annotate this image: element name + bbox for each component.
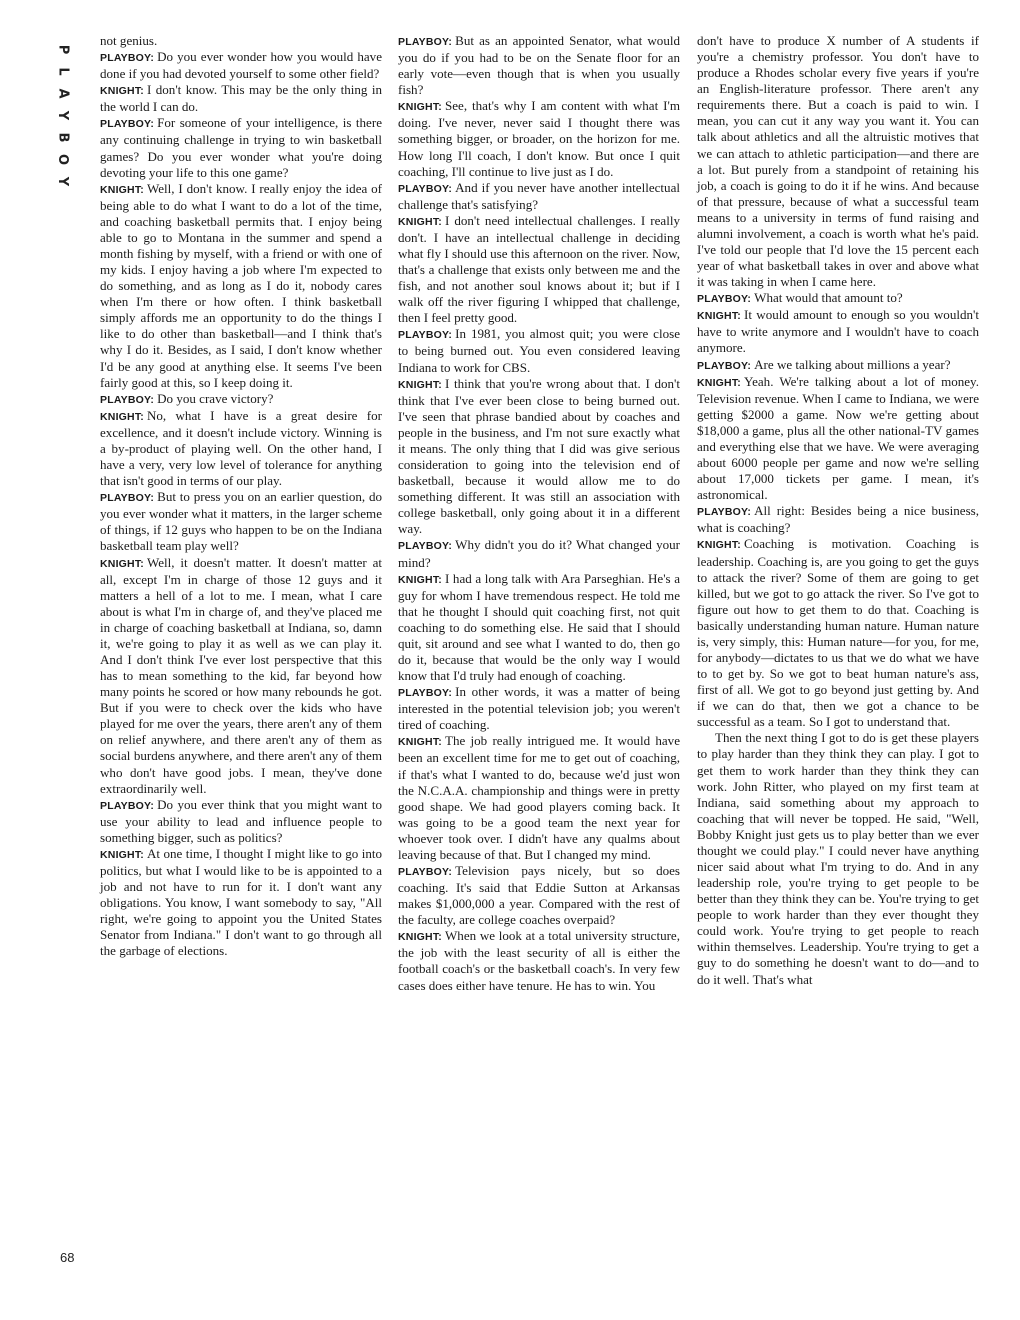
paragraph: [398, 537, 680, 570]
paragraph-text: In other words, it was a matter of being interested in the potential television job; you weren't tired of coaching.: [398, 684, 680, 733]
masthead-letter: Y: [55, 176, 71, 187]
paragraph: [100, 82, 382, 115]
paragraph-text: Television pays nicely, but so does coaching. It's said that Eddie Sutton at Arkansas makes $1,000,000 a year. Compared with the rest of the faculty, are college coaches overpaid?: [398, 862, 680, 928]
paragraph-text: don't have to produce X number of A students if you're a chemistry professor. You don't have to produce a Rhodes scholar every five years if you're an English-literature professor. There aren't any requirements there. But a coach is paid to win. I mean, you can cut it any way you want it. You can talk about athletics and all the altruistic motives that we can attach to athletic participation—and there are a lot. But purely from a standpoint of retaining his job, a coach is going to do it if he wins. And because of that pressure, because of what a successful team means to a university in terms of fund raising and alumni involvement, a coach is worth what he's paid. I've told our people that I'd love the 15 percent each year of what basketball takes in over and above what it was taking in when I came here.: [697, 33, 979, 290]
paragraph: [100, 49, 382, 82]
speaker-label: KNIGHT:: [398, 573, 442, 586]
masthead-letter: L: [55, 67, 71, 76]
paragraph: [100, 555, 382, 797]
speaker-label: PLAYBOY:: [697, 506, 752, 519]
page-number: 68: [60, 1250, 75, 1265]
paragraph-text: Well, it doesn't matter. It doesn't matter at all, except I'm in charge of those 12 guys and it matters a hell of a lot to me. I mean, what I care about is what I'm in charge of, and they've placed me in charge of coaching basketball at Indiana, so, damn it, we're going to play it as well as we can play it. And I don't think I've ever lost perspective that this has to mean something to the kid, far beyond how many points he scored or how many rebounds he got. But if you were to check over the kids who have played for me over the years, there aren't any of them on relief anywhere, and there aren't any of them as social burdens anywhere, and there aren't any of them who don't have good jobs. I mean, they've done extraordinarily well.: [100, 554, 382, 796]
paragraph-text: not genius.: [100, 33, 158, 48]
paragraph-text: Why didn't you do it? What changed your mind?: [398, 537, 680, 570]
paragraph: [398, 98, 680, 179]
speaker-label: PLAYBOY:: [100, 393, 155, 406]
paragraph-text: Are we talking about millions a year?: [754, 356, 951, 372]
speaker-label: KNIGHT:: [697, 310, 741, 323]
paragraph: [398, 863, 680, 928]
speaker-label: KNIGHT:: [398, 378, 442, 391]
paragraph: [697, 307, 979, 356]
paragraph-text: It would amount to enough so you wouldn't have to write anymore and I wouldn't have to coach anymore.: [697, 307, 979, 356]
paragraph: [697, 357, 979, 374]
paragraph-text: Do you crave victory?: [157, 390, 274, 406]
paragraph-text: I don't know. This may be the only thing in the world I can do.: [100, 82, 382, 115]
paragraph-text: All right: Besides being a nice business, what is coaching?: [697, 503, 979, 536]
paragraph: [697, 33, 979, 290]
speaker-label: KNIGHT:: [398, 101, 442, 114]
paragraph: [100, 181, 382, 391]
paragraph: [100, 797, 382, 846]
paragraph-text: The job really intrigued me. It would have been an excellent time for me to get out of coaching, if that's what I wanted to do, because we'd just won the N.C.A.A. championship and things were in pretty good shape. We had good players coming back. It was going to be a good team the next year for whoever took over. I didn't have any qualms about leaving because of that. But I changed my mind.: [398, 733, 680, 862]
paragraph-text: Well, I don't know. I really enjoy the idea of being able to do what I want to do a lot of the time, and coaching basketball permits that. I enjoy being able to go to Montana in the summer and spend a month fishing by myself, with a friend or with one of my kids. I enjoy having a job where I'm expected to do something, and as long as I do it, nobody cares when I'm there or how often. I think basketball simply affords me an opportunity to do the things I like to do other than basketball—and I think that's why I do it. Besides, as I said, I don't know whether I'd be any good at anything else. It seems I've been fairly good at this, so I keep doing it.: [100, 180, 382, 390]
speaker-label: PLAYBOY:: [398, 540, 453, 553]
speaker-label: PLAYBOY:: [100, 118, 155, 131]
speaker-label: PLAYBOY:: [398, 687, 453, 700]
paragraph: [398, 684, 680, 733]
speaker-label: KNIGHT:: [398, 736, 442, 749]
paragraph: [398, 213, 680, 327]
speaker-label: KNIGHT:: [398, 931, 442, 944]
text-column-3: [697, 33, 979, 988]
paragraph-text: In 1981, you almost quit; you were close to being burned out. You even considered leaving Indiana to work for CBS.: [398, 326, 680, 375]
speaker-label: PLAYBOY:: [100, 52, 155, 65]
speaker-label: PLAYBOY:: [697, 359, 752, 372]
paragraph: [100, 33, 382, 49]
article-body: [0, 33, 1020, 1293]
paragraph: [697, 290, 979, 307]
masthead-letter: O: [55, 153, 71, 166]
paragraph: [697, 374, 979, 504]
paragraph: [100, 391, 382, 408]
speaker-label: PLAYBOY:: [100, 799, 155, 812]
paragraph: [100, 408, 382, 489]
speaker-label: KNIGHT:: [697, 376, 741, 389]
paragraph-text: But as an appointed Senator, what would you do if you had to be on the Senate floor for an early vote—even though that is when you usually fish?: [398, 33, 680, 98]
speaker-label: PLAYBOY:: [697, 293, 752, 306]
paragraph: [100, 489, 382, 554]
paragraph-text: Do you ever wonder how you would have done if you had devoted yourself to some other field?: [100, 49, 382, 82]
paragraph: [398, 733, 680, 863]
paragraph: [697, 503, 979, 536]
paragraph: [398, 180, 680, 213]
speaker-label: KNIGHT:: [100, 848, 144, 861]
paragraph-text: When we look at a total university structure, the job with the least security of all is either the football coach's or the basketball coach's. In very few cases does either have tenure. He has to win. You: [398, 928, 680, 993]
masthead-letter: B: [55, 132, 71, 143]
paragraph-text: Yeah. We're talking about a lot of money. Television revenue. When I came to Indiana, we were getting $2000 a game. Now we're getting about $18,000 a game, plus all the other national-TV games and everything else that we have. We were averaging about 6000 people per game and now we're selling about 17,000 tickets per game. I mean, it's astronomical.: [697, 373, 979, 503]
paragraph-text: I had a long talk with Ara Parseghian. He's a guy for whom I have tremendous respect. He told me that he thought I should quit coaching first, not quit coaching to do something else. He said that I should quit, sit around and see what I wanted to do, then go do it, because that would be the only way I would know that I'd truly had enough of coaching.: [398, 570, 680, 684]
paragraph-text: No, what I have is a great desire for excellence, and it doesn't include victory. Winning is a by-product of playing well. On the other hand, I have a very, very low level of tolerance for anything that isn't good in terms of our play.: [100, 407, 382, 489]
text-column-1: [100, 33, 382, 959]
paragraph-text: For someone of your intelligence, is there any continuing challenge in trying to win basketball games? Do you ever wonder what you're doing devoting your life to this one game?: [100, 115, 382, 180]
paragraph: [398, 571, 680, 685]
paragraph-text: Coaching is motivation. Coaching is leadership. Coaching is, are you going to get the guys to attack the river? Some of them are going to get killed, but we got to go attack the river. So I've got to figure out how to get them to do that. Coaching is basically understanding human nature. Human nature is, very simply, this: Human nature—for you, for me, for anybody—dictates to us that we do what we have to to get by. So we got to beat human nature's ass, first of all. We got to go beyond just getting by. And if we can do that, then we got a chance to be successful as a team. So I got to understand that.: [697, 536, 979, 730]
speaker-label: KNIGHT:: [100, 85, 144, 98]
speaker-label: KNIGHT:: [100, 557, 144, 570]
speaker-label: KNIGHT:: [697, 539, 741, 552]
speaker-label: PLAYBOY:: [398, 36, 453, 48]
paragraph-text: I think that you're wrong about that. I don't think that I've ever been close to being burned out. I've seen that phrase bandied about by coaches and people in the business, and I'm not sure exactly what it means. The only thing that I did was give serious consideration to going into the television end of basketball, because it would allow me to do something different. It was still an association with college basketball, only going about it in a different way.: [398, 375, 680, 537]
paragraph-text: See, that's why I am content with what I'm doing. I've never, never said I thought there was something bigger, or broader, on the horizon for me. How long I'll coach, I don't know. But once I quit coaching, I'll continue to live just as I do.: [398, 98, 680, 179]
speaker-label: KNIGHT:: [100, 183, 144, 196]
paragraph-text: Then the next thing I got to do is get these players to play harder than they think they can play. I got to get them to work harder than they think they can work. John Ritter, who played on my first team at Indiana, said something about my approach to coaching that will never be topped. He said, "Well, Bobby Knight just gets us to play better than we ever thought we could play." I could never have anything nicer said about what I'm trying to do. And in any leadership role, you're trying to get people to be better than they think they can be. You're trying to get people to work harder than they ever thought they could work. You're trying to get people to reach within themselves. Leadership. You're trying to get a guy to do something he doesn't want to do—and to do it well. That's what: [697, 730, 979, 987]
paragraph: [100, 846, 382, 960]
speaker-label: PLAYBOY:: [398, 182, 453, 195]
paragraph-text: I don't need intellectual challenges. I really don't. I have an intellectual challenge in deciding what fly I should use this afternoon on the river. Now, that's a challenge that exists only between me and the fish, and not another soul knows about it; but if I walk off the river figuring I whipped that challenge, then I feel pretty good.: [398, 212, 680, 326]
paragraph: [398, 326, 680, 375]
speaker-label: KNIGHT:: [398, 215, 442, 228]
paragraph: [398, 376, 680, 538]
masthead-letter: P: [55, 44, 71, 55]
paragraph: [100, 115, 382, 180]
masthead-letter: Y: [55, 110, 71, 121]
paragraph-text: At one time, I thought I might like to go into politics, but what I would like to be is appointed to a job and not have to run for it. I don't want any obligations. You know, I want somebody to say, "All right, we're going to appoint you the United States Senator from Indiana." I don't want to go through all the garbage of elections.: [100, 845, 382, 959]
paragraph: [697, 730, 979, 987]
paragraph: [398, 928, 680, 993]
speaker-label: PLAYBOY:: [100, 492, 155, 505]
speaker-label: PLAYBOY:: [398, 865, 453, 878]
speaker-label: PLAYBOY:: [398, 329, 453, 342]
paragraph: [398, 33, 680, 98]
paragraph: [697, 536, 979, 730]
paragraph-text: But to press you on an earlier question, do you ever wonder what it matters, in the larger scheme of things, if 12 guys who happen to be on the Indiana basketball team play well?: [100, 489, 382, 554]
text-column-2: [398, 33, 680, 994]
paragraph-text: Do you ever think that you might want to use your ability to lead and influence people to something bigger, such as politics?: [100, 796, 382, 845]
masthead-letter: A: [55, 88, 71, 99]
paragraph-text: And if you never have another intellectual challenge that's satisfying?: [398, 179, 680, 212]
speaker-label: KNIGHT:: [100, 410, 144, 423]
paragraph-text: What would that amount to?: [754, 290, 903, 306]
